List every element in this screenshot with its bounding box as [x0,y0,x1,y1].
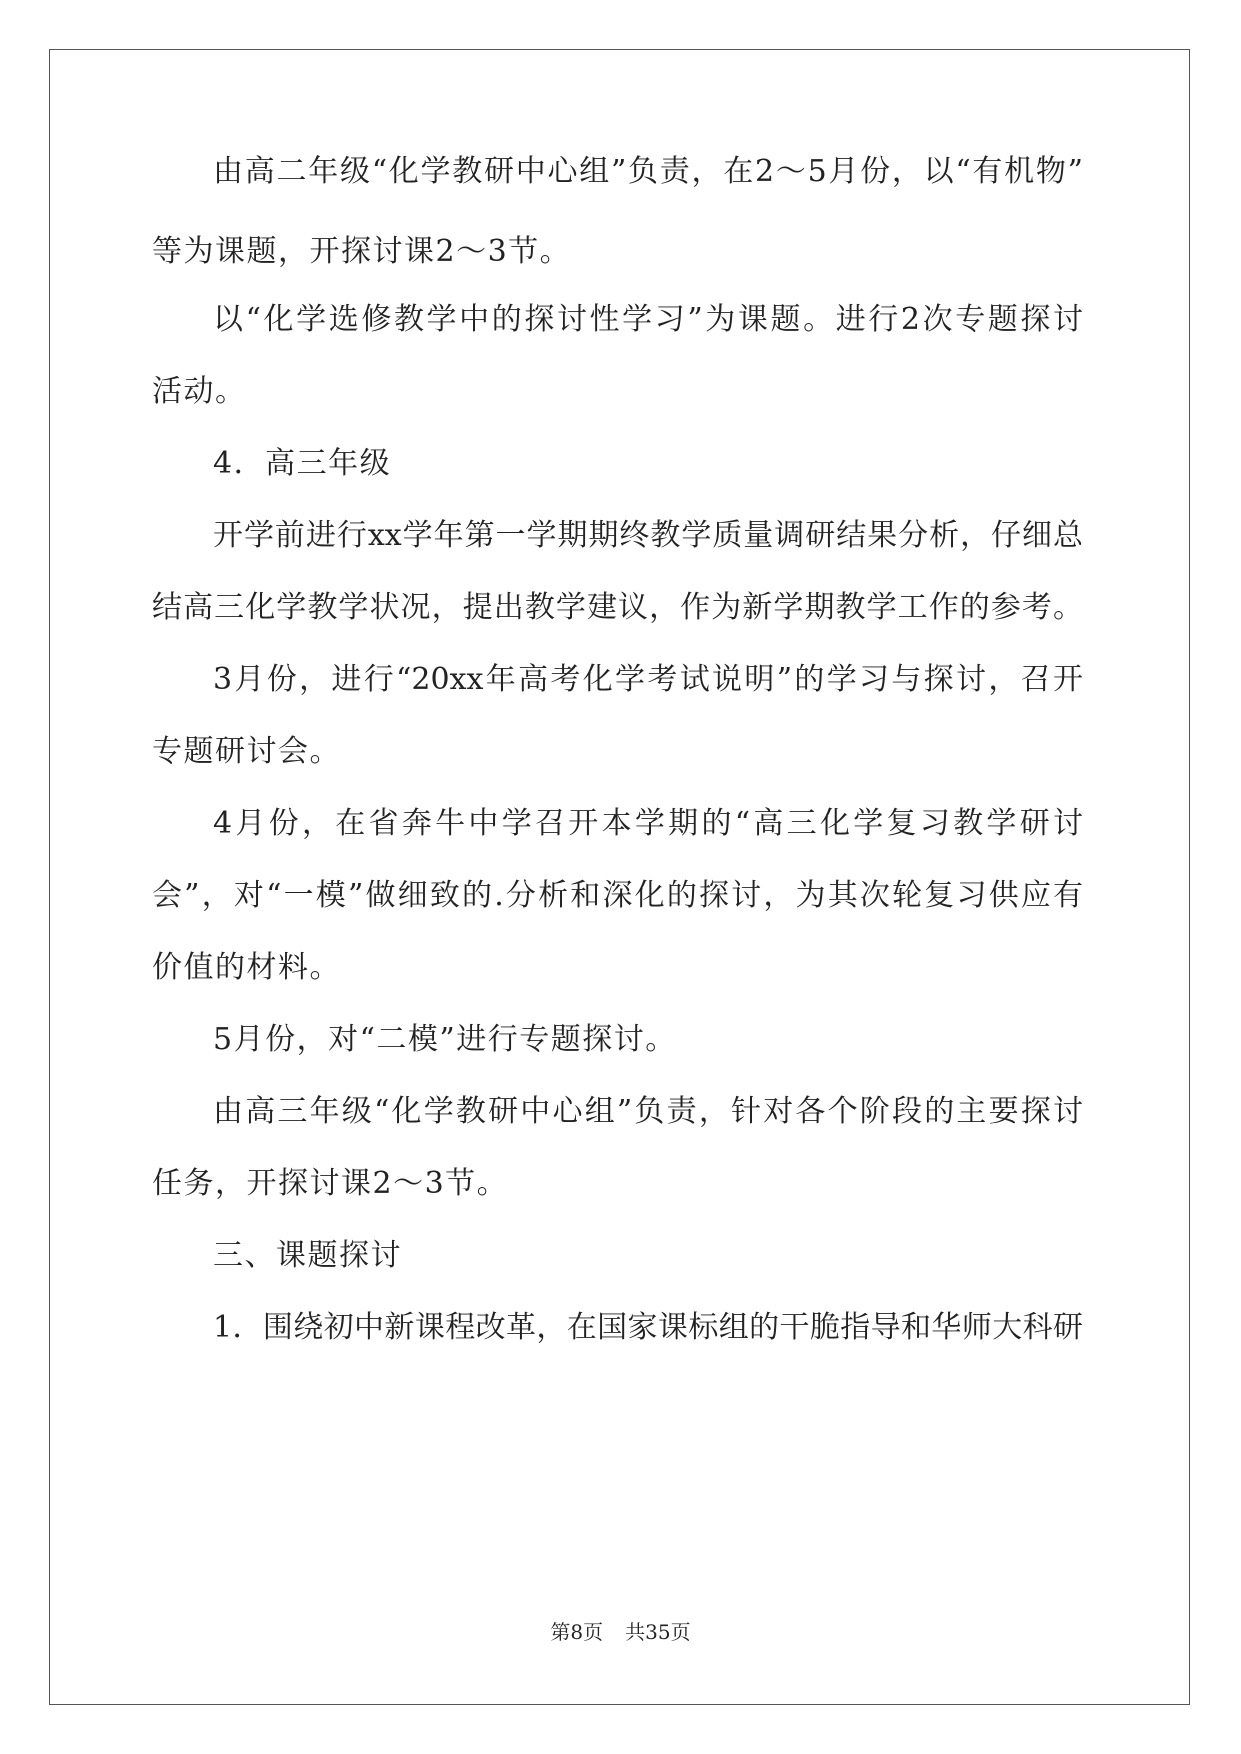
paragraph-line: 以“化学选修教学中的探讨性学习”为课题。进行2次专题探讨 [213,302,1083,337]
section-heading: 4．高三年级 [213,446,392,481]
paragraph-line: 由高三年级“化学教研中心组”负责，针对各个阶段的主要探讨 [213,1094,1083,1129]
paragraph-line: 3月份，进行“20xx年高考化学考试说明”的学习与探讨，召开 [213,662,1083,697]
paragraph-line: 专题研讨会。 [152,734,341,769]
paragraph-line: 会”，对“一模”做细致的.分析和深化的探讨，为其次轮复习供应有 [152,878,1083,913]
paragraph-line: 由高二年级“化学教研中心组”负责，在2～5月份，以“有机物” [213,154,1083,189]
paragraph-line: 等为课题，开探讨课2～3节。 [152,234,572,269]
paragraph-line: 活动。 [152,374,247,409]
page-total: 共35页 [625,1620,691,1644]
paragraph-line: 4月份，在省奔牛中学召开本学期的“高三化学复习教学研讨 [213,806,1083,841]
paragraph-line: 开学前进行xx学年第一学期期终教学质量调研结果分析，仔细总 [213,518,1083,553]
page-footer [0,1620,1241,1644]
paragraph-line: 价值的材料。 [152,950,341,985]
paragraph-line: 任务，开探讨课2～3节。 [152,1166,509,1201]
page-number: 第8页 [550,1620,604,1644]
section-heading: 三、课题探讨 [213,1238,402,1273]
paragraph-line: 5月份，对“二模”进行专题探讨。 [213,1022,677,1057]
paragraph-line: 1．围绕初中新课程改革，在国家课标组的干脆指导和华师大科研 [213,1310,1083,1345]
paragraph-line: 结高三化学教学状况，提出教学建议，作为新学期教学工作的参考。 [152,590,1083,625]
